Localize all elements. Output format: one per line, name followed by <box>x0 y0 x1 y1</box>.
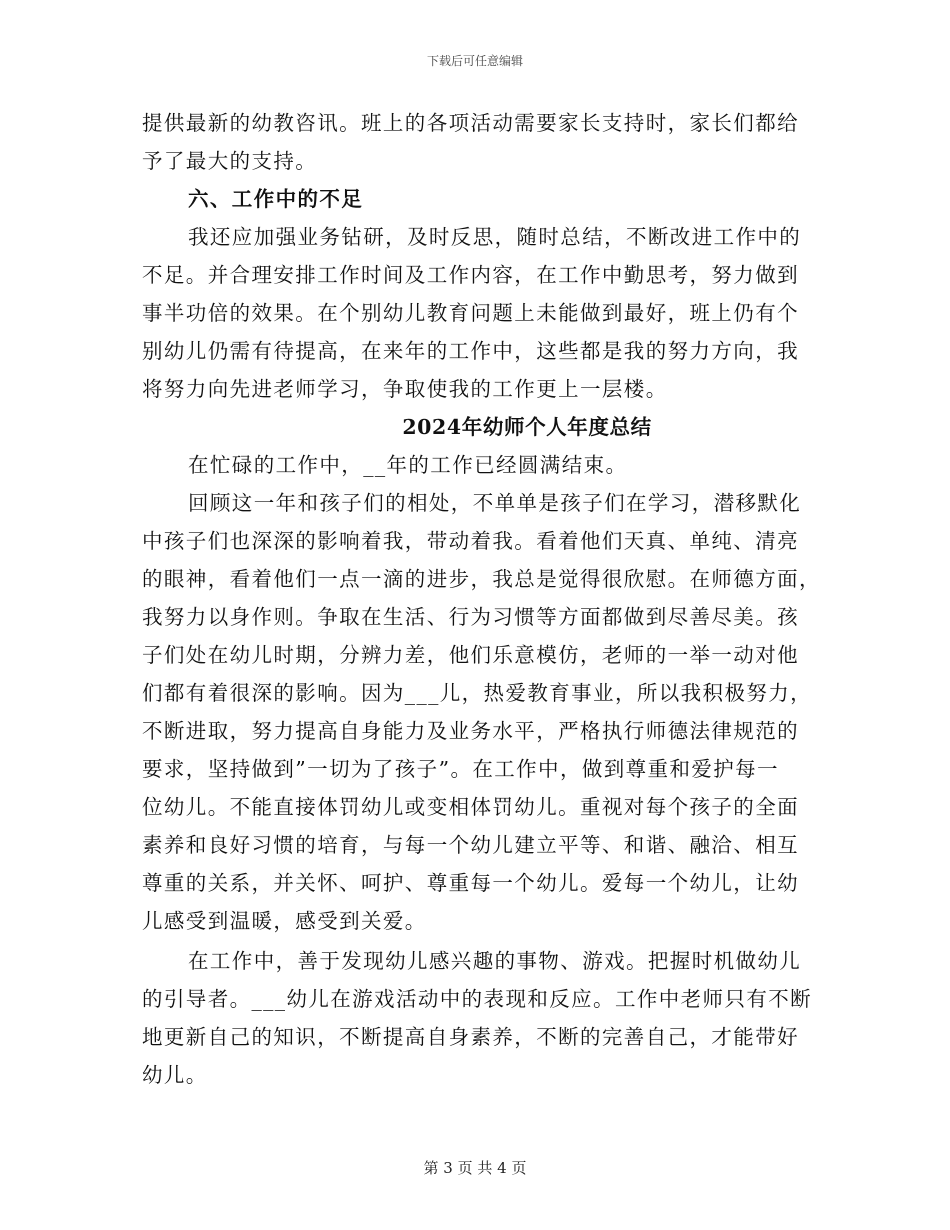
section-heading: 六、工作中的不足 <box>188 187 364 211</box>
document-title: 2024年幼师个人年度总结 <box>402 415 652 439</box>
paragraph-line: 不断进取，努力提高自身能力及业务水平，严格执行师德法律规范的 <box>142 719 799 743</box>
page-header: 下载后可任意编辑 <box>426 54 523 68</box>
paragraph-line: 别幼儿仍需有待提高，在来年的工作中，这些都是我的努力方向，我 <box>142 339 799 363</box>
paragraph-line: 儿感受到温暖，感受到关爱。 <box>142 909 427 933</box>
paragraph-line: 将努力向先进老师学习，争取使我的工作更上一层楼。 <box>142 377 668 401</box>
paragraph-line: 事半功倍的效果。在个别幼儿教育问题上未能做到最好，班上仍有个 <box>142 301 799 325</box>
paragraph-line: 在忙碌的工作中，__年的工作已经圆满结束。 <box>188 453 628 477</box>
paragraph-line: 我还应加强业务钻研，及时反思，随时总结，不断改进工作中的 <box>188 225 802 249</box>
paragraph-line: 尊重的关系，并关怀、呵护、尊重每一个幼儿。爱每一个幼儿，让幼 <box>142 871 799 895</box>
paragraph-line: 们都有着很深的影响。因为___儿，热爱教育事业，所以我积极努力， <box>142 681 813 705</box>
paragraph-line: 予了最大的支持。 <box>142 149 318 173</box>
paragraph-line: 要求，坚持做到”一切为了孩子”。在工作中，做到尊重和爱护每一 <box>142 757 779 781</box>
paragraph-line: 素养和良好习惯的培育，与每一个幼儿建立平等、和谐、融洽、相互 <box>142 833 799 857</box>
paragraph-line: 的引导者。___幼儿在游戏活动中的表现和反应。工作中老师只有不断 <box>142 987 813 1011</box>
paragraph-line: 位幼儿。不能直接体罚幼儿或变相体罚幼儿。重视对每个孩子的全面 <box>142 795 799 819</box>
paragraph-line: 我努力以身作则。争取在生活、行为习惯等方面都做到尽善尽美。孩 <box>142 605 799 629</box>
paragraph-line: 地更新自己的知识，不断提高自身素养，不断的完善自己，才能带好 <box>142 1025 799 1049</box>
paragraph-line: 提供最新的幼教咨讯。班上的各项活动需要家长支持时，家长们都给 <box>142 111 799 135</box>
paragraph-line: 中孩子们也深深的影响着我，带动着我。看着他们天真、单纯、清亮 <box>142 529 799 553</box>
paragraph-line: 幼儿。 <box>142 1063 208 1087</box>
paragraph-line: 不足。并合理安排工作时间及工作内容，在工作中勤思考，努力做到 <box>142 263 799 287</box>
page-number: 第 3 页 共 4 页 <box>423 1159 527 1177</box>
paragraph-line: 回顾这一年和孩子们的相处，不单单是孩子们在学习，潜移默化 <box>188 491 802 515</box>
paragraph-line: 子们处在幼儿时期，分辨力差，他们乐意模仿，老师的一举一动对他 <box>142 643 799 667</box>
paragraph-line: 在工作中，善于发现幼儿感兴趣的事物、游戏。把握时机做幼儿 <box>188 949 802 973</box>
document-body <box>142 104 821 1094</box>
paragraph-line: 的眼神，看着他们一点一滴的进步，我总是觉得很欣慰。在师德方面， <box>142 567 821 591</box>
